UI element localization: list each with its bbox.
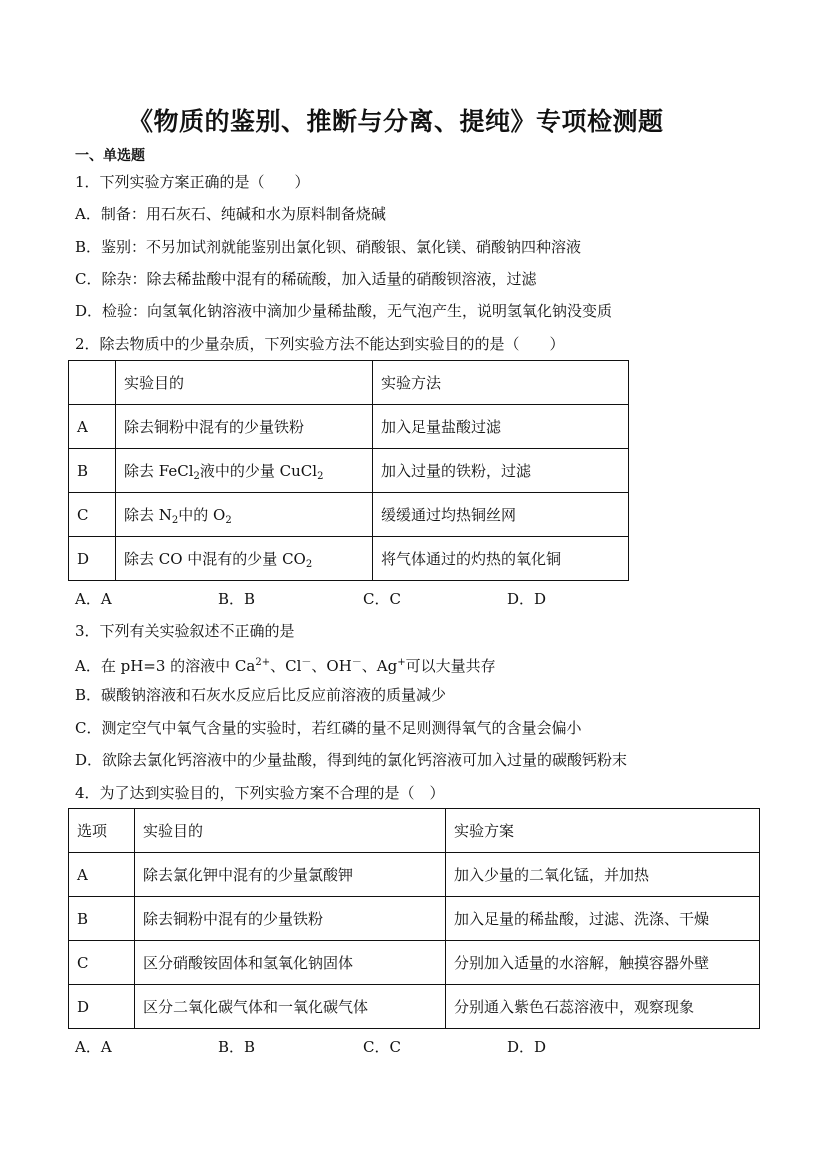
row-purpose: 区分硝酸铵固体和氢氧化钠固体 <box>135 941 446 985</box>
q3-option-c: C．测定空气中氧气含量的实验时，若红磷的量不足则测得氧气的含量会偏小 <box>75 719 582 737</box>
header-cell: 实验目的 <box>135 809 446 853</box>
row-method: 加入过量的铁粉，过滤 <box>373 449 629 493</box>
row-method: 加入足量盐酸过滤 <box>373 405 629 449</box>
table-row <box>69 449 629 493</box>
header-cell <box>69 361 116 405</box>
table-row <box>69 853 760 897</box>
table-row <box>69 985 760 1029</box>
q2-table <box>68 360 629 581</box>
row-method: 加入足量的稀盐酸，过滤、洗涤、干燥 <box>446 897 760 941</box>
row-purpose: 除去 CO 中混有的少量 $CO_2$ <box>116 537 373 581</box>
row-method: 分别通入紫色石蕊溶液中，观察现象 <box>446 985 760 1029</box>
q3-stem: 3．下列有关实验叙述不正确的是 <box>75 622 295 640</box>
q2-stem: 2．除去物质中的少量杂质，下列实验方法不能达到实验目的的是（ ） <box>75 335 565 353</box>
row-method: 加入少量的二氧化锰，并加热 <box>446 853 760 897</box>
row-label: B <box>69 897 135 941</box>
row-purpose: 除去铜粉中混有的少量铁粉 <box>135 897 446 941</box>
row-label: C <box>69 493 116 537</box>
row-method: 缓缓通过均热铜丝网 <box>373 493 629 537</box>
answer-c: C．C <box>363 1038 401 1056</box>
header-cell: 选项 <box>69 809 135 853</box>
row-method: 分别加入适量的水溶解，触摸容器外壁 <box>446 941 760 985</box>
answer-d: D．D <box>507 590 547 608</box>
q1-option-d: D．检验：向氢氧化钠溶液中滴加少量稀盐酸，无气泡产生，说明氢氧化钠没变质 <box>75 302 613 320</box>
q4-answer-options <box>75 1037 675 1057</box>
header-cell: 实验目的 <box>116 361 373 405</box>
table-row <box>69 405 629 449</box>
q1-option-a: A．制备：用石灰石、纯碱和水为原料制备烧碱 <box>75 205 386 223</box>
page-title: 《物质的鉴别、推断与分离、提纯》专项检测题 <box>128 107 664 136</box>
q2-answer-options <box>75 589 675 609</box>
q3-option-b: B．碳酸钠溶液和石灰水反应后比反应前溶液的质量减少 <box>75 686 447 704</box>
q4-stem: 4．为了达到实验目的，下列实验方案不合理的是（ ） <box>75 784 445 802</box>
row-purpose: 区分二氧化碳气体和一氧化碳气体 <box>135 985 446 1029</box>
row-label: B <box>69 449 116 493</box>
answer-d: D．D <box>507 1038 547 1056</box>
q3-option-a: A．在 pH=3 的溶液中 $Ca^{2+}$、Cl－、OH－、Ag+可以大量共存 <box>75 657 496 675</box>
q1-stem: 1．下列实验方案正确的是（ ） <box>75 173 310 191</box>
section-heading: 一、单选题 <box>75 148 145 164</box>
q3-option-d: D．欲除去氯化钙溶液中的少量盐酸，得到纯的氯化钙溶液可加入过量的碳酸钙粉末 <box>75 751 628 769</box>
row-purpose: 除去铜粉中混有的少量铁粉 <box>116 405 373 449</box>
row-purpose: 除去 $N_2$中的 $O_2$ <box>116 493 373 537</box>
table-header-row <box>69 809 760 853</box>
table-row <box>69 897 760 941</box>
answer-a: A．A <box>75 590 112 608</box>
header-cell: 实验方案 <box>446 809 760 853</box>
q1-option-b: B．鉴别：不另加试剂就能鉴别出氯化钡、硝酸银、氯化镁、硝酸钠四种溶液 <box>75 238 582 256</box>
table-row <box>69 537 629 581</box>
row-label: A <box>69 405 116 449</box>
answer-b: B．B <box>218 1038 256 1056</box>
row-purpose: 除去 FeCl$_2$液中的少量 CuCl$_2$ <box>116 449 373 493</box>
header-cell: 实验方法 <box>373 361 629 405</box>
q1-option-c: C．除杂：除去稀盐酸中混有的稀硫酸，加入适量的硝酸钡溶液，过滤 <box>75 270 537 288</box>
row-label: D <box>69 537 116 581</box>
answer-c: C．C <box>363 590 401 608</box>
row-label: C <box>69 941 135 985</box>
q4-table <box>68 808 760 1029</box>
row-label: D <box>69 985 135 1029</box>
table-header-row <box>69 361 629 405</box>
row-method: 将气体通过的灼热的氧化铜 <box>373 537 629 581</box>
table-row <box>69 493 629 537</box>
table-row <box>69 941 760 985</box>
row-label: A <box>69 853 135 897</box>
answer-b: B．B <box>218 590 256 608</box>
row-purpose: 除去氯化钾中混有的少量氯酸钾 <box>135 853 446 897</box>
answer-a: A．A <box>75 1038 112 1056</box>
